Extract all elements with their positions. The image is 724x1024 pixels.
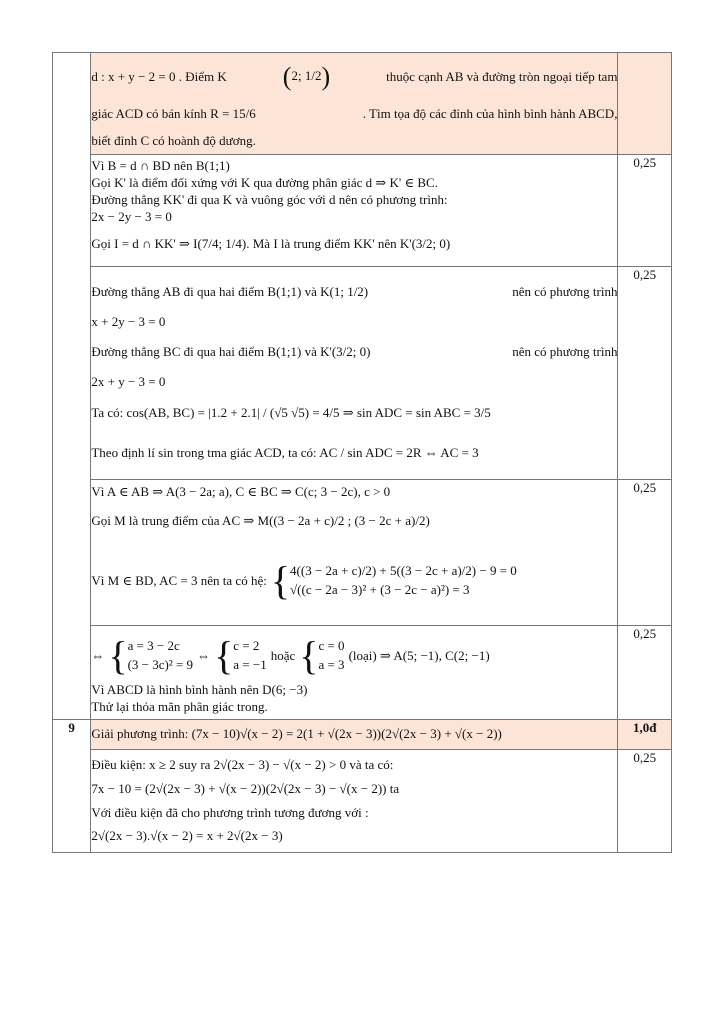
statement-line-2b: . Tìm tọa độ các đỉnh của hình bình hành ABCD, [362, 105, 618, 121]
problem-statement [91, 53, 618, 155]
step-2-line-3a: Đường thẳng BC đi qua hai điểm B(1;1) và K'(3/2; 0) [91, 343, 371, 359]
step-4-system-3-eq-2: a = 3 [318, 657, 345, 672]
step-4-system-2-eq-1: c = 2 [233, 638, 260, 654]
step-1-line-2: Gọi K' là điểm đối xứng với K qua đường phân giác d ⇒ K' ∈ BC. [91, 175, 438, 191]
step-4-arrow-2: ⇔ [197, 647, 211, 663]
statement-line-3: biết đỉnh C có hoành độ dương. [91, 133, 256, 149]
p9-line-3: Với điều kiện đã cho phương trình tương đương với : [91, 804, 369, 820]
step-2-line-4: 2x + y − 3 = 0 [91, 373, 166, 389]
p9-line-1: Điều kiện: x ≥ 2 suy ra 2√(2x − 3) − √(x − 2) > 0 và ta có: [91, 756, 394, 772]
step-1-line-4: 2x − 2y − 3 = 0 [91, 209, 172, 225]
score-p9-step-1: 0,25 [618, 750, 672, 853]
step-4-system-1-eq-1: a = 3 − 2c [127, 638, 180, 654]
score-step-3: 0,25 [618, 480, 672, 626]
solution-table [52, 52, 672, 853]
step-2-line-3b: nên có phương trình [512, 343, 618, 359]
step-4-result: (loại) ⇒ A(5; −1), C(2; −1) [348, 647, 490, 663]
step-2-line-2: x + 2y − 3 = 0 [91, 313, 166, 329]
step-4-system-1: { a = 3 − 2c (3 − 3c)² = 9 [108, 633, 194, 678]
p9-line-4: 2√(2x − 3).√(x − 2) = x + 2√(2x − 3) [91, 827, 283, 843]
score-cell-statement [618, 53, 672, 155]
step-2-line-5: Ta có: cos(AB, BC) = |1.2 + 2.1| / (√5 √5) = 4/5 ⇒ sin ADC = sin ABC = 3/5 [91, 404, 491, 420]
step-4-system-3-eq-1: c = 0 [318, 638, 345, 654]
step-1 [91, 155, 618, 267]
step-2 [91, 267, 618, 480]
step-4 [91, 626, 618, 720]
step-4-system-2-eq-2: a = −1 [233, 657, 267, 672]
step-4-system-2: { c = 2 a = −1 [214, 633, 267, 678]
statement-line-2a: giác ACD có bán kính R = 15/6 [91, 105, 256, 121]
step-4-line-2: Vì ABCD là hình bình hành nên D(6; −3) [91, 682, 308, 698]
score-step-1: 0,25 [618, 155, 672, 267]
step-4-line-3: Thử lại thỏa mãn phân giác trong. [91, 699, 268, 715]
step-1-line-5: Gọi I = d ∩ KK' ⇒ I(7/4; 1/4). Mà I là trung điểm KK' nên K'(3/2; 0) [91, 235, 451, 251]
statement-line-1b: thuộc cạnh AB và đường tròn ngoại tiếp tam [386, 68, 618, 84]
step-3-line-3a: Vì M ∈ BD, AC = 3 nên ta có hệ: [91, 572, 267, 588]
problem-9-text: Giải phương trình: (7x − 10)√(x − 2) = 2(1 + √(2x − 3))(2√(2x − 3) + √(x − 2)) [91, 726, 502, 742]
step-3-line-1: Vì A ∈ AB ⇒ A(3 − 2a; a), C ∈ BC ⇒ C(c; 3 − 2c), c > 0 [91, 484, 391, 500]
step-1-line-1: Vì B = d ∩ BD nên B(1;1) [91, 158, 230, 174]
step-3-system-eq-2: √((c − 2a − 3)² + (3 − 2c − a)²) = 3 [290, 582, 470, 597]
p9-line-2: 7x − 10 = (2√(2x − 3) + √(x − 2))(2√(2x − 3) − √(x − 2)) ta [91, 780, 400, 796]
problem-9-step-1 [91, 750, 618, 853]
score-step-4: 0,25 [618, 626, 672, 720]
problem-9-statement [91, 720, 618, 750]
step-4-system-3: { c = 0 a = 3 [299, 633, 345, 678]
step-1-line-3: Đường thẳng KK' đi qua K và vuông góc với d nên có phương trình: [91, 192, 448, 208]
problem-number-9: 9 [53, 720, 91, 853]
score-problem-9: 1,0đ [618, 720, 672, 750]
step-4-system-1-eq-2: (3 − 3c)² = 9 [127, 657, 194, 672]
step-4-or: hoặc [270, 647, 296, 663]
step-4-arrow: ⇔ [91, 647, 105, 663]
step-2-line-1b: nên có phương trình [512, 283, 618, 299]
step-2-line-6: Theo định lí sin trong tma giác ACD, ta có: AC / sin ADC = 2R ⇔ AC = 3 [91, 444, 479, 460]
step-3-line-2: Gọi M là trung điểm của AC ⇒ M((3 − 2a + c)/2 ; (3 − 2c + a)/2) [91, 512, 430, 528]
step-3-system-eq-1: 4((3 − 2a + c)/2) + 5((3 − 2c + a)/2) − 9 = 0 [290, 563, 517, 579]
statement-point-k: (2; 1/2) [282, 62, 331, 91]
step-3 [91, 480, 618, 626]
step-3-system: { 4((3 − 2a + c)/2) + 5((3 − 2c + a)/2) − 9 = 0 √((c − 2a − 3)² + (3 − 2c − a)²) = 3 [270, 558, 517, 603]
step-2-line-1a: Đường thẳng AB đi qua hai điểm B(1;1) và K(1; 1/2) [91, 283, 369, 299]
statement-line-1a: d : x + y − 2 = 0 . Điểm K [91, 68, 227, 84]
problem-number-cell [53, 53, 91, 720]
score-step-2: 0,25 [618, 267, 672, 480]
